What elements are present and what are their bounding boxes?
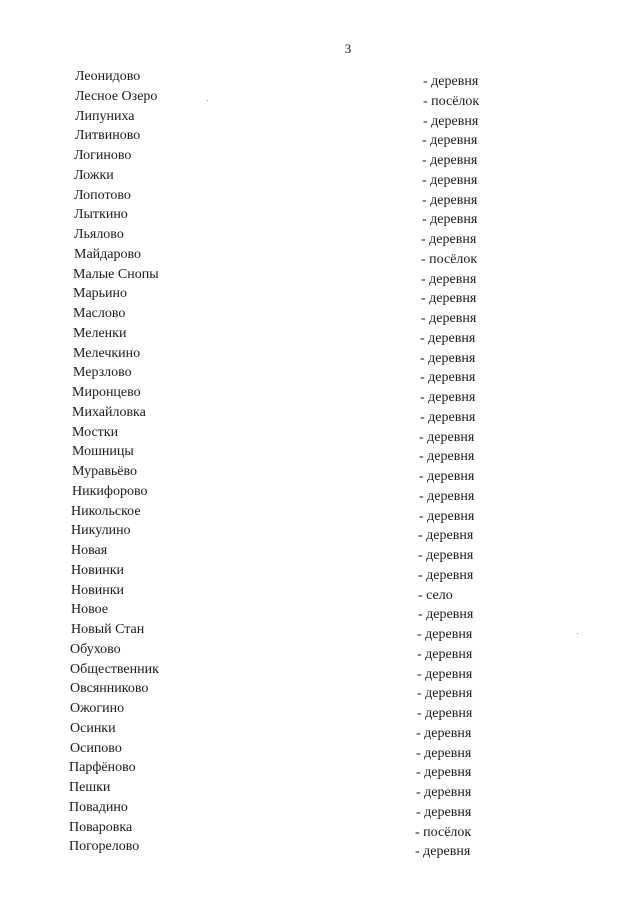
settlement-type: - деревня [422, 212, 478, 228]
settlement-type: - деревня [417, 646, 473, 662]
list-item [0, 839, 640, 859]
settlement-name: Пешки [69, 780, 111, 795]
list-item [0, 642, 640, 662]
settlement-name: Мерзлово [73, 365, 132, 381]
list-item [0, 109, 640, 129]
list-item [0, 543, 640, 563]
settlement-type: - деревня [421, 311, 477, 326]
settlement-type: - деревня [420, 390, 476, 405]
list-item [0, 523, 640, 543]
list-item [0, 425, 640, 445]
settlement-type: - деревня [422, 133, 478, 149]
settlement-type: - деревня [417, 686, 473, 702]
settlement-type: - деревня [417, 627, 473, 642]
list-item [0, 484, 640, 504]
list-item [0, 227, 640, 247]
list-item [0, 286, 640, 306]
settlement-name: Логиново [74, 148, 132, 163]
settlement-name: Маслово [73, 306, 126, 321]
settlement-type: - деревня [417, 706, 473, 721]
settlement-type: - деревня [419, 429, 475, 445]
list-item [0, 800, 640, 820]
settlement-name: Миронцево [72, 385, 141, 400]
settlement-name: Мошницы [72, 444, 134, 460]
settlement-name: Новинки [71, 562, 124, 578]
settlement-type: - деревня [420, 330, 476, 346]
list-item [0, 326, 640, 346]
settlement-name: Лесное Озеро [75, 88, 158, 104]
settlement-name: Новое [71, 602, 109, 618]
settlement-name: Овсянниково [70, 681, 149, 697]
list-item [0, 444, 640, 464]
list-item [0, 504, 640, 524]
settlement-name: Никольское [71, 503, 141, 519]
settlement-type: - посёлок [423, 93, 480, 109]
list-item [0, 306, 640, 326]
settlement-type: - деревня [416, 785, 472, 800]
list-item [0, 148, 640, 168]
settlement-name: Парфёново [69, 760, 136, 776]
list-item [0, 405, 640, 425]
settlement-name: Лопотово [74, 187, 131, 203]
settlement-list [0, 69, 640, 859]
settlement-type: - деревня [422, 192, 478, 208]
settlement-type: - деревня [419, 508, 475, 524]
settlement-type: - посёлок [421, 251, 478, 267]
settlement-name: Ожогино [70, 701, 125, 716]
settlement-type: - деревня [419, 469, 475, 484]
settlement-name: Литвиново [75, 128, 141, 144]
settlement-type: - деревня [421, 232, 477, 247]
list-item [0, 69, 640, 89]
list-item [0, 207, 640, 227]
settlement-name: Осипово [70, 740, 122, 756]
list-item [0, 385, 640, 405]
scan-speck [577, 633, 578, 634]
list-item [0, 622, 640, 642]
settlement-name: Михайловка [72, 404, 146, 420]
settlement-type: - деревня [416, 745, 472, 761]
settlement-name: Липуниха [75, 108, 135, 124]
settlement-type: - деревня [420, 409, 476, 425]
list-item [0, 741, 640, 761]
list-item [0, 89, 640, 109]
settlement-type: - деревня [416, 765, 472, 781]
settlement-type: - деревня [422, 172, 478, 188]
scan-speck [207, 100, 208, 101]
settlement-type: - деревня [418, 567, 474, 583]
settlement-name: Повадино [69, 799, 128, 815]
list-item [0, 583, 640, 603]
settlement-name: Мостки [72, 424, 119, 440]
list-item [0, 602, 640, 622]
settlement-name: Майдарово [74, 246, 142, 262]
settlement-name: Мелечкино [73, 345, 141, 361]
page-number: 3 [344, 41, 352, 56]
settlement-name: Новый Стан [71, 622, 145, 637]
settlement-name: Обухово [70, 641, 121, 657]
settlement-name: Новинки [71, 582, 124, 598]
settlement-type: - посёлок [415, 824, 472, 840]
list-item [0, 681, 640, 701]
list-item [0, 464, 640, 484]
list-item [0, 780, 640, 800]
settlement-name: Меленки [73, 325, 127, 341]
settlement-name: Лыткино [74, 207, 128, 223]
settlement-type: - деревня [422, 153, 478, 168]
settlement-type: - деревня [415, 844, 471, 860]
settlement-type: - деревня [419, 488, 475, 504]
settlement-type: - село [418, 587, 453, 603]
settlement-name: Марьино [73, 286, 128, 302]
settlement-type: - деревня [421, 291, 477, 307]
settlement-type: - деревня [419, 449, 475, 465]
list-item [0, 365, 640, 385]
settlement-name: Погорелово [69, 839, 140, 855]
settlement-name: Никулино [71, 523, 131, 539]
list-item [0, 760, 640, 780]
list-item [0, 662, 640, 682]
settlement-type: - деревня [418, 548, 474, 563]
list-item [0, 128, 640, 148]
list-item [0, 168, 640, 188]
settlement-type: - деревня [416, 804, 472, 820]
settlement-type: - деревня [420, 370, 476, 386]
settlement-type: - деревня [421, 271, 477, 287]
settlement-type: - деревня [420, 350, 476, 366]
settlement-name: Поваровка [69, 819, 133, 835]
list-item [0, 820, 640, 840]
settlement-name: Льялово [74, 227, 124, 242]
settlement-type: - деревня [423, 74, 479, 89]
list-item [0, 563, 640, 583]
settlement-name: Новая [71, 543, 108, 558]
settlement-type: - деревня [423, 113, 479, 129]
settlement-name: Муравьёво [72, 464, 138, 479]
settlement-name: Никифорово [72, 483, 148, 499]
list-item [0, 346, 640, 366]
settlement-type: - деревня [417, 666, 473, 682]
settlement-type: - деревня [418, 528, 474, 544]
settlement-type: - деревня [416, 725, 472, 741]
list-item [0, 188, 640, 208]
settlement-name: Ложки [74, 167, 114, 183]
list-item [0, 247, 640, 267]
list-item [0, 267, 640, 287]
settlement-name: Общественник [70, 661, 159, 677]
settlement-type: - деревня [418, 607, 474, 623]
list-item [0, 721, 640, 741]
settlement-name: Леонидово [75, 69, 141, 84]
settlement-name: Малые Снопы [73, 266, 159, 282]
settlement-name: Осинки [70, 720, 116, 736]
list-item [0, 701, 640, 721]
